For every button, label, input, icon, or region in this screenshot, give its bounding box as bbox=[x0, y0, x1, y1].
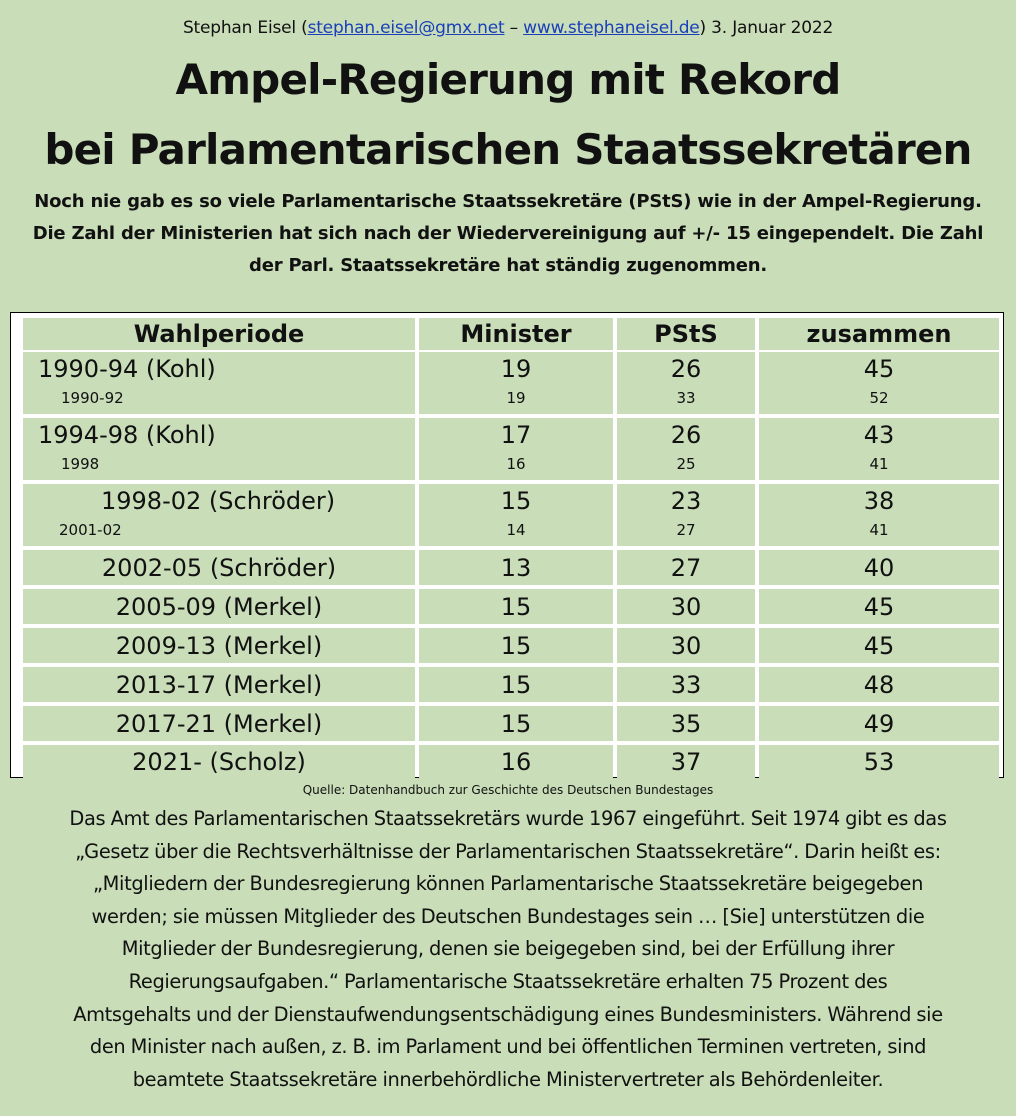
total-cell bbox=[759, 484, 999, 546]
minister-cell bbox=[419, 484, 613, 546]
body-text bbox=[8, 803, 1008, 1096]
body-line: Das Amt des Parlamentarischen Staatssekretärs wurde 1967 eingeführt. Seit 1974 gibt es das bbox=[69, 807, 947, 830]
period-cell bbox=[23, 418, 415, 480]
psts-cell: 37 bbox=[617, 745, 755, 779]
total-cell: 49 bbox=[759, 706, 999, 741]
minister-cell bbox=[419, 418, 613, 480]
total-cell: 48 bbox=[759, 667, 999, 702]
psts-cell-sub-value: 25 bbox=[676, 455, 696, 473]
total-cell: 45 bbox=[759, 628, 999, 663]
minister-cell: 15 bbox=[419, 628, 613, 663]
total-cell-sub-value: 52 bbox=[869, 389, 889, 407]
period-cell-value: 1994-98 (Kohl) bbox=[38, 421, 216, 449]
total-cell bbox=[759, 352, 999, 414]
website-link[interactable]: www.stephaneisel.de bbox=[523, 18, 700, 38]
separator: – bbox=[504, 18, 524, 38]
total-cell: 45 bbox=[759, 589, 999, 624]
minister-cell: 15 bbox=[419, 589, 613, 624]
minister-cell-value: 15 bbox=[500, 487, 532, 515]
title-line-2: bei Parlamentarischen Staatssekretären bbox=[44, 125, 972, 174]
total-cell-sub-value: 41 bbox=[869, 455, 889, 473]
period-cell-value: 1998-02 (Schröder) bbox=[101, 487, 336, 515]
body-line: Mitglieder der Bundesregierung, denen sie beigegeben sind, bei der Erfüllung ihrer bbox=[121, 937, 895, 961]
period-cell bbox=[23, 484, 415, 546]
body-line: beamtete Staatssekretäre innerbehördliche Ministervertreter als Behördenleiter. bbox=[132, 1067, 884, 1091]
psts-cell: 30 bbox=[617, 589, 755, 624]
body-line: „Gesetz über die Rechtsverhältnisse der Parlamentarischen Staatssekretäre“. Darin heißt es: bbox=[75, 839, 941, 863]
minister-cell-sub-value: 14 bbox=[506, 521, 526, 539]
minister-cell: 13 bbox=[419, 550, 613, 585]
psts-cell: 35 bbox=[617, 706, 755, 741]
psts-cell: 27 bbox=[617, 550, 755, 585]
total-cell-value: 45 bbox=[863, 355, 895, 383]
body-line: Amtsgehalts und der Dienstaufwendungsentschädigung eines Bundesministers. Während sie bbox=[73, 1002, 943, 1026]
minister-cell: 15 bbox=[419, 706, 613, 741]
body-line: werden; sie müssen Mitglieder des Deutschen Bundestages sein … [Sie] unterstützen die bbox=[91, 904, 925, 928]
period-cell: 2017-21 (Merkel) bbox=[23, 706, 415, 741]
minister-cell-sub-value: 19 bbox=[506, 389, 526, 407]
body-line: Regierungsaufgaben.“ Parlamentarische Staatssekretäre erhalten 75 Prozent des bbox=[128, 969, 888, 993]
period-cell-sub-value: 2001-02 bbox=[59, 521, 122, 539]
author-name: Stephan Eisel ( bbox=[182, 18, 308, 38]
header-psts: PStS bbox=[617, 318, 755, 350]
total-cell-value: 38 bbox=[863, 487, 895, 515]
total-cell-sub-value: 41 bbox=[869, 521, 889, 539]
source-note: Quelle: Datenhandbuch zur Geschichte des Deutschen Bundestages bbox=[302, 783, 714, 797]
period-cell: 2005-09 (Merkel) bbox=[23, 589, 415, 624]
title-line-1: Ampel-Regierung mit Rekord bbox=[175, 55, 841, 104]
period-cell bbox=[23, 352, 415, 414]
intro-text: Noch nie gab es so viele Parlamentarische Staatssekretäre (PStS) wie in der Ampel-Regierung. Die Zahl der Ministerien hat sich nach der Wiedervereinigung auf +/- 15 eingependelt. Die Zahl der Parl. Staatssekretäre hat ständig zugenommen. bbox=[32, 191, 984, 276]
body-line: den Minister nach außen, z. B. im Parlament und bei öffentlichen Terminen vertreten, sind bbox=[89, 1035, 927, 1059]
minister-cell-value: 17 bbox=[500, 421, 532, 449]
minister-cell bbox=[419, 352, 613, 414]
total-cell: 40 bbox=[759, 550, 999, 585]
period-cell-sub-value: 1990-92 bbox=[61, 389, 124, 407]
psts-cell bbox=[617, 418, 755, 480]
total-cell: 53 bbox=[759, 745, 999, 779]
period-cell: 2009-13 (Merkel) bbox=[23, 628, 415, 663]
period-cell: 2013-17 (Merkel) bbox=[23, 667, 415, 702]
period-cell: 2002-05 (Schröder) bbox=[23, 550, 415, 585]
minister-cell: 16 bbox=[419, 745, 613, 779]
psts-cell bbox=[617, 352, 755, 414]
body-line: „Mitgliedern der Bundesregierung können Parlamentarische Staatssekretäre beigegeben bbox=[92, 872, 924, 896]
date: ) 3. Januar 2022 bbox=[699, 18, 834, 38]
minister-cell-value: 19 bbox=[500, 355, 532, 383]
psts-cell bbox=[617, 484, 755, 546]
psts-cell-value: 23 bbox=[670, 487, 702, 515]
minister-cell: 15 bbox=[419, 667, 613, 702]
psts-cell-sub-value: 33 bbox=[676, 389, 696, 407]
psts-cell-value: 26 bbox=[670, 421, 702, 449]
header-wahlperiode: Wahlperiode bbox=[23, 318, 415, 350]
minister-cell-sub-value: 16 bbox=[506, 455, 526, 473]
psts-cell: 33 bbox=[617, 667, 755, 702]
period-cell-value: 1990-94 (Kohl) bbox=[38, 355, 216, 383]
psts-cell-sub-value: 27 bbox=[676, 521, 696, 539]
period-cell-sub-value: 1998 bbox=[61, 455, 100, 473]
header-minister: Minister bbox=[419, 318, 613, 350]
period-cell: 2021- (Scholz) bbox=[23, 745, 415, 779]
psts-cell-value: 26 bbox=[670, 355, 702, 383]
total-cell-value: 43 bbox=[863, 421, 895, 449]
total-cell bbox=[759, 418, 999, 480]
email-link[interactable]: stephan.eisel@gmx.net bbox=[307, 18, 505, 38]
header-zusammen: zusammen bbox=[759, 318, 999, 350]
statistics-table bbox=[10, 312, 1004, 778]
author-line bbox=[0, 18, 1016, 38]
psts-cell: 30 bbox=[617, 628, 755, 663]
